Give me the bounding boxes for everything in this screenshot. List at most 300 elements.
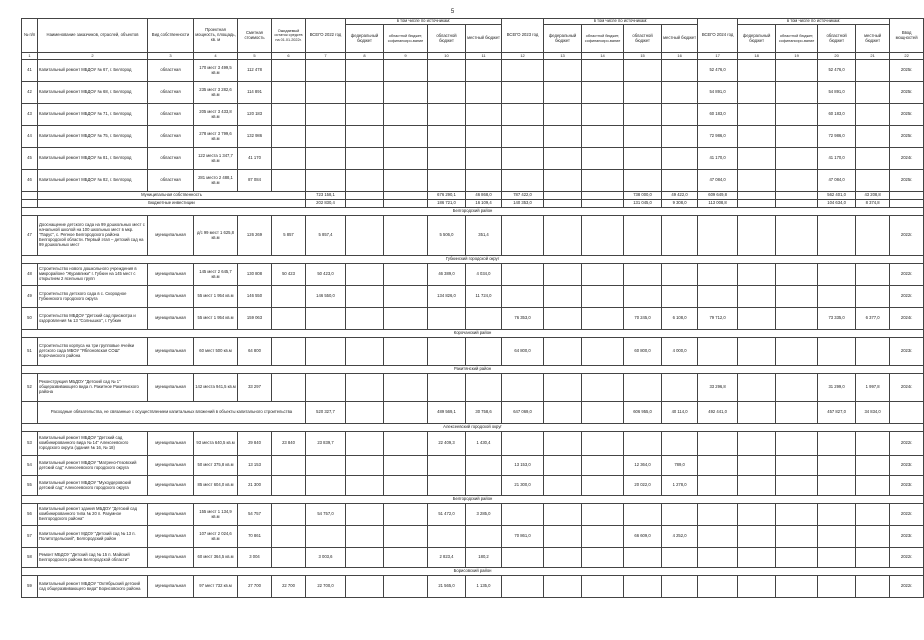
capacity: 278 мест 3 799,6 кв.м [194, 126, 238, 148]
commissioning-year: 2024г. [890, 308, 924, 330]
header-capacity-type: Ввод мощностей [890, 19, 924, 53]
regional-cofin-2024 [776, 216, 818, 256]
regional-cofin-2024 [776, 548, 818, 568]
estimate: 87 084 [238, 170, 272, 192]
regional-2022 [428, 126, 466, 148]
object-name: Строительство детского сада в с. Скородное Губкинского городского округа [38, 286, 148, 308]
capacity: д/с 99 мест 1 625,8 кв.м [194, 216, 238, 256]
local-2024 [856, 264, 890, 286]
local-2023: 1 278,0 [662, 476, 698, 496]
regional-2022: 51 472,0 [428, 504, 466, 526]
header-regional-cofin: областной бюджет, софинансиро-вание [582, 25, 624, 53]
total-2023 [502, 504, 544, 526]
total-2023 [502, 170, 544, 192]
regional-2023 [624, 432, 662, 456]
total-2023: 76 353,0 [502, 308, 544, 330]
local-2024 [856, 60, 890, 82]
total-2023 [502, 374, 544, 402]
row-number: 55 [22, 476, 38, 496]
local-2023 [662, 104, 698, 126]
expected-balance [272, 60, 306, 82]
regional-2024 [818, 526, 856, 548]
table-cell [582, 192, 624, 200]
local-2023 [662, 148, 698, 170]
object-name: Строительство корпуса на три групповые ячейки детского сада МБОУ "Яблоновская СОШ" Корочанского района [38, 338, 148, 366]
object-name: Капитальный ремонт здания МБДОУ "Детский сад комбинированного типа № 20 п. Разумное Белгородского района" [38, 504, 148, 526]
local-2023: 6 108,0 [662, 308, 698, 330]
federal-2024 [738, 104, 776, 126]
local-2023 [662, 126, 698, 148]
federal-2022 [346, 432, 384, 456]
regional-2023: 70 245,0 [624, 308, 662, 330]
regional-cofin-2023 [582, 286, 624, 308]
row-number: 43 [22, 104, 38, 126]
total-2022 [306, 82, 346, 104]
ownership: муниципальная [148, 476, 194, 496]
federal-2023 [544, 170, 582, 192]
federal-2023 [544, 264, 582, 286]
regional-cofin-2024 [776, 148, 818, 170]
header-federal: федеральный бюджет [346, 25, 384, 53]
local-2024 [856, 170, 890, 192]
local-2024 [856, 148, 890, 170]
table-cell [544, 192, 582, 200]
total-2024: 41 170,0 [698, 148, 738, 170]
regional-cofin-2023 [582, 216, 624, 256]
object-name: Капитальный ремонт МБДОУ № 82, г. Белгород [38, 170, 148, 192]
regional-2022: 5 506,0 [428, 216, 466, 256]
federal-2024 [738, 526, 776, 548]
regional-cofin-2024 [776, 456, 818, 476]
ownership: муниципальная [148, 216, 194, 256]
capacity: 142 места 941,5 кв.м [194, 374, 238, 402]
table-cell [346, 200, 384, 208]
total-2022: 54 757,0 [306, 504, 346, 526]
federal-2023 [544, 432, 582, 456]
ownership: муниципальная [148, 286, 194, 308]
table-cell [890, 402, 924, 424]
total-2022 [306, 338, 346, 366]
regional-cofin-2023 [582, 476, 624, 496]
local-2024: 1 997,8 [856, 374, 890, 402]
regional-cofin-2023 [582, 104, 624, 126]
row-number: 48 [22, 264, 38, 286]
estimate: 54 757 [238, 504, 272, 526]
expected-balance [272, 170, 306, 192]
summary-row [22, 402, 924, 424]
federal-2024 [738, 264, 776, 286]
federal-2022 [346, 338, 384, 366]
total-2023 [502, 60, 544, 82]
regional-cofin-2024 [776, 60, 818, 82]
regional-cofin-2024 [776, 476, 818, 496]
section-title: Алексеевский городской округ [22, 424, 924, 432]
capacity: 107 мест 2 024,6 кв.м [194, 526, 238, 548]
local-2022 [466, 374, 502, 402]
expected-balance [272, 456, 306, 476]
capacity: 55 мест 1 954 кв.м [194, 286, 238, 308]
local-2023 [662, 82, 698, 104]
federal-2024 [738, 504, 776, 526]
local-2023: 4 000,0 [662, 338, 698, 366]
header-name: Наименование заказчиков, отраслей, объектов [38, 19, 148, 53]
commissioning-year: 2024г. [890, 148, 924, 170]
table-cell [776, 402, 818, 424]
total-2022: 23 839,7 [306, 432, 346, 456]
federal-2023 [544, 548, 582, 568]
local-2024 [856, 82, 890, 104]
total-2023: 21 300,0 [502, 476, 544, 496]
object-name: Реконструкция МБДОУ "Детский сад № 1" общеразвивающего вида п. Ракитное Ракитянского района [38, 374, 148, 402]
summary-l24: 43 208,8 [856, 192, 890, 200]
regional-2024 [818, 456, 856, 476]
estimate: 132 986 [238, 126, 272, 148]
regional-cofin-2024 [776, 338, 818, 366]
regional-cofin-2023 [582, 148, 624, 170]
regional-2023 [624, 170, 662, 192]
regional-cofin-2022 [384, 82, 428, 104]
total-2023 [502, 82, 544, 104]
section-title: Борисовский район [22, 568, 924, 576]
estimate: 27 700 [238, 576, 272, 598]
regional-cofin-2023 [582, 170, 624, 192]
local-2024 [856, 216, 890, 256]
expected-balance [272, 82, 306, 104]
capacity: 85 мест 604,0 кв.м [194, 476, 238, 496]
commissioning-year: 2022г. [890, 432, 924, 456]
regional-cofin-2022 [384, 374, 428, 402]
regional-2023: 66 609,0 [624, 526, 662, 548]
expected-balance [272, 338, 306, 366]
federal-2022 [346, 476, 384, 496]
object-name: Ремонт МБДОУ "Детский сад № 15 п. Майский Белгородского района Белгородской области" [38, 548, 148, 568]
local-2022: 3 285,0 [466, 504, 502, 526]
total-2024 [698, 286, 738, 308]
commissioning-year: 2023г. [890, 338, 924, 366]
column-number: 3 [148, 53, 194, 60]
row-number: 56 [22, 504, 38, 526]
local-2022: 11 724,0 [466, 286, 502, 308]
total-2023 [502, 264, 544, 286]
total-2023 [502, 548, 544, 568]
total-2022 [306, 374, 346, 402]
total-2023 [502, 148, 544, 170]
capacity: 170 мест 3 499,5 кв.м [194, 60, 238, 82]
table-row [22, 82, 924, 104]
column-number: 14 [582, 53, 624, 60]
federal-2022 [346, 170, 384, 192]
table-row [22, 60, 924, 82]
local-2022 [466, 308, 502, 330]
summary-l23: 40 114,0 [662, 402, 698, 424]
local-2022 [466, 104, 502, 126]
federal-2024 [738, 476, 776, 496]
section-row [22, 208, 924, 216]
expected-balance [272, 148, 306, 170]
regional-2024 [818, 216, 856, 256]
regional-cofin-2022 [384, 148, 428, 170]
federal-2022 [346, 504, 384, 526]
section-row [22, 256, 924, 264]
header-ownership: Вид собственности [148, 19, 194, 53]
header-local: местный бюджет [466, 25, 502, 53]
ownership: муниципальная [148, 308, 194, 330]
commissioning-year: 2022г. [890, 576, 924, 598]
regional-cofin-2022 [384, 504, 428, 526]
section-row [22, 496, 924, 504]
regional-2024: 60 183,0 [818, 104, 856, 126]
regional-cofin-2022 [384, 338, 428, 366]
header-federal: федеральный бюджет [738, 25, 776, 53]
header-federal: федеральный бюджет [544, 25, 582, 53]
row-number: 53 [22, 432, 38, 456]
local-2022 [466, 526, 502, 548]
header-capacity: Проектная мощность, площадь, кв. м [194, 19, 238, 53]
expected-balance [272, 104, 306, 126]
estimate: 120 183 [238, 104, 272, 126]
regional-cofin-2023 [582, 526, 624, 548]
total-2024 [698, 338, 738, 366]
header-regional: областной бюджет [818, 25, 856, 53]
regional-2023 [624, 504, 662, 526]
summary-r22: 676 290,1 [428, 192, 466, 200]
header-local: местный бюджет [856, 25, 890, 53]
table-cell [890, 192, 924, 200]
total-2024: 52 476,0 [698, 60, 738, 82]
summary-l23: 49 422,0 [662, 192, 698, 200]
federal-2024 [738, 432, 776, 456]
regional-cofin-2022 [384, 548, 428, 568]
summary-t24: 113 008,8 [698, 200, 738, 208]
regional-2023 [624, 264, 662, 286]
expected-balance [272, 308, 306, 330]
federal-2022 [346, 126, 384, 148]
section-title: Белгородский район [22, 208, 924, 216]
table-cell [346, 402, 384, 424]
column-number: 8 [346, 53, 384, 60]
object-name: Капитальный ремонт МБДОУ № 67, г. Белгород [38, 60, 148, 82]
regional-cofin-2022 [384, 456, 428, 476]
regional-2024 [818, 286, 856, 308]
column-number: 2 [38, 53, 148, 60]
total-2022 [306, 148, 346, 170]
column-number: 20 [818, 53, 856, 60]
section-row [22, 424, 924, 432]
estimate: 33 297 [238, 374, 272, 402]
commissioning-year: 2025г. [890, 170, 924, 192]
total-2022: 3 003,6 [306, 548, 346, 568]
regional-2024 [818, 504, 856, 526]
regional-cofin-2023 [582, 576, 624, 598]
header-regional-cofin: областной бюджет, софинансиро-вание [776, 25, 818, 53]
column-number: 15 [624, 53, 662, 60]
table-row [22, 148, 924, 170]
total-2023 [502, 286, 544, 308]
estimate: 21 300 [238, 476, 272, 496]
object-name: Дооснащение детского сада на 99 дошкольных мест с начальной школой на 100 школьных мест в мкр. "Парус", с. Репное Белгородского района Белгородской области. Первый этап – детский сад на 99 дошкольных мест [38, 216, 148, 256]
federal-2023 [544, 576, 582, 598]
regional-cofin-2023 [582, 374, 624, 402]
federal-2023 [544, 504, 582, 526]
total-2022 [306, 170, 346, 192]
object-name: Капитальный ремонт МДОУ "Детский сад № 13 п. Политотдельский", Белгородский район [38, 526, 148, 548]
table-row [22, 308, 924, 330]
table-row [22, 104, 924, 126]
estimate: 3 004 [238, 548, 272, 568]
table-row [22, 576, 924, 598]
federal-2023 [544, 456, 582, 476]
table-row [22, 338, 924, 366]
regional-cofin-2023 [582, 432, 624, 456]
header-regional-cofin: областной бюджет, софинансиро-вание [384, 25, 428, 53]
regional-2023: 60 800,0 [624, 338, 662, 366]
total-2022 [306, 126, 346, 148]
regional-2024 [818, 548, 856, 568]
commissioning-year: 2025г. [890, 60, 924, 82]
regional-2022 [428, 456, 466, 476]
header-total-2022: ВСЕГО 2022 год [306, 19, 346, 53]
regional-cofin-2023 [582, 456, 624, 476]
local-2022 [466, 82, 502, 104]
column-number: 6 [272, 53, 306, 60]
summary-r24: 457 827,0 [818, 402, 856, 424]
federal-2022 [346, 374, 384, 402]
federal-2023 [544, 148, 582, 170]
federal-2022 [346, 456, 384, 476]
row-number: 46 [22, 170, 38, 192]
expected-balance: 5 857 [272, 216, 306, 256]
summary-name: Расходные обязательства, не связанные с осуществлением капитальных вложений в объекты капитального строительства [38, 402, 306, 424]
object-name: Капитальный ремонт МБДОУ № 81, г. Белгород [38, 148, 148, 170]
estimate: 64 800 [238, 338, 272, 366]
federal-2022 [346, 576, 384, 598]
regional-2022: 46 389,0 [428, 264, 466, 286]
column-number: 5 [238, 53, 272, 60]
federal-2024 [738, 216, 776, 256]
summary-l22: 46 868,0 [466, 192, 502, 200]
regional-cofin-2023 [582, 60, 624, 82]
expected-balance [272, 286, 306, 308]
header-sources-2024: в том числе по источникам: [738, 19, 890, 25]
local-2022 [466, 456, 502, 476]
summary-r23: 738 000,0 [624, 192, 662, 200]
capacity: 122 места 1 347,7 кв.м [194, 148, 238, 170]
column-number: 17 [698, 53, 738, 60]
total-2022: 146 550,0 [306, 286, 346, 308]
row-number: 59 [22, 576, 38, 598]
row-number: 54 [22, 456, 38, 476]
table-row [22, 170, 924, 192]
estimate: 159 063 [238, 308, 272, 330]
regional-2024 [818, 338, 856, 366]
capacity: 281 место 2 488,1 кв.м [194, 170, 238, 192]
federal-2023 [544, 126, 582, 148]
header-balance: Ожидаемый остаток средств на 01.01.2022г. [272, 19, 306, 53]
regional-2024: 52 476,0 [818, 60, 856, 82]
capacity: 235 мест 3 282,6 кв.м [194, 82, 238, 104]
total-2024 [698, 504, 738, 526]
local-2023: 4 252,0 [662, 526, 698, 548]
summary-name: Муниципальная собственность [38, 192, 306, 200]
commissioning-year: 2023г. [890, 456, 924, 476]
federal-2023 [544, 60, 582, 82]
commissioning-year: 2023г. [890, 526, 924, 548]
table-row [22, 476, 924, 496]
section-title: Губкинский городской округ [22, 256, 924, 264]
commissioning-year: 2022г. [890, 548, 924, 568]
regional-cofin-2022 [384, 526, 428, 548]
local-2022 [466, 126, 502, 148]
local-2022: 4 034,0 [466, 264, 502, 286]
local-2024 [856, 286, 890, 308]
table-cell [582, 402, 624, 424]
federal-2022 [346, 216, 384, 256]
table-cell [346, 192, 384, 200]
regional-2023 [624, 286, 662, 308]
object-name: Капитальный ремонт МБДОУ № 68, г. Белгород [38, 82, 148, 104]
federal-2024 [738, 456, 776, 476]
total-2023: 13 153,0 [502, 456, 544, 476]
ownership: областная [148, 126, 194, 148]
local-2023 [662, 548, 698, 568]
regional-cofin-2023 [582, 126, 624, 148]
regional-cofin-2022 [384, 126, 428, 148]
estimate: 70 861 [238, 526, 272, 548]
summary-l23: 9 308,0 [662, 200, 698, 208]
expected-balance: 22 700 [272, 576, 306, 598]
regional-cofin-2023 [582, 308, 624, 330]
column-number: 21 [856, 53, 890, 60]
estimate: 114 891 [238, 82, 272, 104]
regional-cofin-2022 [384, 576, 428, 598]
local-2024 [856, 526, 890, 548]
capacity: 145 мест 2 645,7 кв.м [194, 264, 238, 286]
regional-cofin-2022 [384, 170, 428, 192]
commissioning-year: 2025г. [890, 104, 924, 126]
table-row [22, 432, 924, 456]
regional-2022 [428, 148, 466, 170]
section-row [22, 366, 924, 374]
regional-cofin-2024 [776, 126, 818, 148]
regional-cofin-2024 [776, 374, 818, 402]
column-number: 16 [662, 53, 698, 60]
regional-2022 [428, 374, 466, 402]
federal-2023 [544, 526, 582, 548]
estimate: 126 269 [238, 216, 272, 256]
local-2024 [856, 104, 890, 126]
total-2023 [502, 104, 544, 126]
total-2022 [306, 476, 346, 496]
local-2023 [662, 432, 698, 456]
header-total-2023: ВСЕГО 2023 год [502, 19, 544, 53]
federal-2024 [738, 148, 776, 170]
total-2022 [306, 526, 346, 548]
estimate: 130 808 [238, 264, 272, 286]
total-2024 [698, 548, 738, 568]
column-number: 19 [776, 53, 818, 60]
row-number: 44 [22, 126, 38, 148]
summary-l22: 30 758,6 [466, 402, 502, 424]
table-row [22, 216, 924, 256]
object-name: Капитальный ремонт МБДОУ "Мухоудеровский детский сад" Алексеевского городского округа [38, 476, 148, 496]
table-row [22, 526, 924, 548]
commissioning-year: 2022г. [890, 264, 924, 286]
regional-cofin-2024 [776, 576, 818, 598]
regional-2024 [818, 476, 856, 496]
estimate: 41 170 [238, 148, 272, 170]
table-cell [890, 200, 924, 208]
total-2023 [502, 576, 544, 598]
